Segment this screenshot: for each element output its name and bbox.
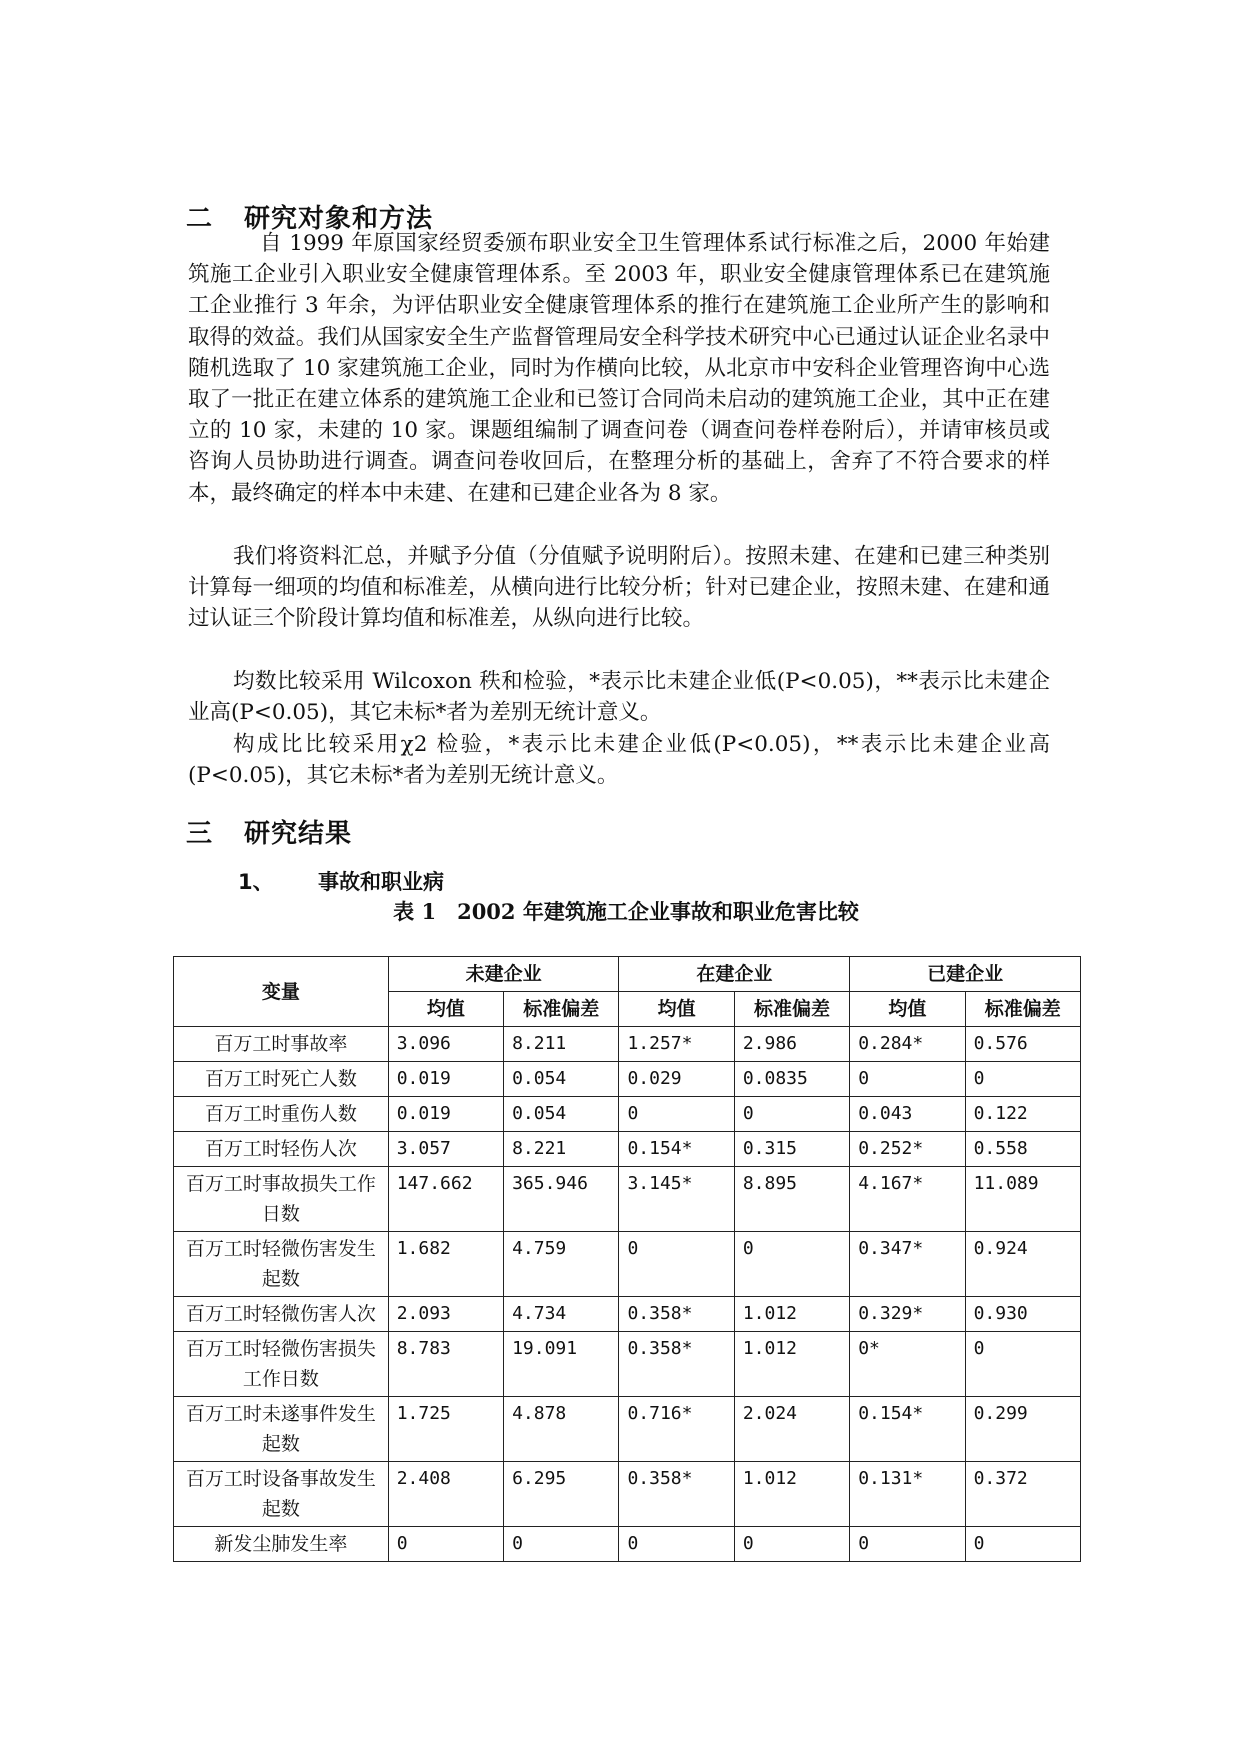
group-header: 已建企业 — [850, 957, 1081, 992]
value-cell: 0.0835 — [734, 1062, 849, 1097]
value-cell: 0 — [388, 1527, 503, 1562]
methods-paragraph-2 — [188, 541, 1050, 635]
table-row — [174, 1167, 1081, 1232]
row-label: 百万工时设备事故发生起数 — [174, 1462, 389, 1527]
subsection-title: 事故和职业病 — [318, 870, 444, 894]
row-label: 百万工时重伤人数 — [174, 1097, 389, 1132]
value-cell: 0.019 — [388, 1097, 503, 1132]
row-label: 百万工时轻微伤害损失工作日数 — [174, 1332, 389, 1397]
section-number: 二 — [186, 204, 214, 234]
value-cell: 0.930 — [965, 1297, 1080, 1332]
value-cell: 0.019 — [388, 1062, 503, 1097]
value-cell: 2.986 — [734, 1027, 849, 1062]
subsection-number: 1、 — [238, 870, 274, 894]
value-cell: 0.154* — [619, 1132, 734, 1167]
row-label: 百万工时死亡人数 — [174, 1062, 389, 1097]
value-cell: 0.358* — [619, 1297, 734, 1332]
value-cell: 8.783 — [388, 1332, 503, 1397]
subheader-cell: 均值 — [619, 992, 734, 1027]
paragraph-text: 均数比较采用 Wilcoxon 秩和检验，*表示比未建企业低(P<0.05)，**表示比未建企业高(P<0.05)，其它未标*者为差别无统计意义。 — [188, 669, 1050, 726]
value-cell: 1.257* — [619, 1027, 734, 1062]
value-cell: 3.057 — [388, 1132, 503, 1167]
accident-comparison-table — [173, 956, 1081, 1562]
table-row — [174, 1527, 1081, 1562]
value-cell: 3.145* — [619, 1167, 734, 1232]
value-cell: 365.946 — [504, 1167, 619, 1232]
row-label: 百万工时轻伤人次 — [174, 1132, 389, 1167]
value-cell: 8.895 — [734, 1167, 849, 1232]
value-cell: 0.054 — [504, 1097, 619, 1132]
subheader-cell: 均值 — [388, 992, 503, 1027]
value-cell: 0.131* — [850, 1462, 965, 1527]
table-row — [174, 1397, 1081, 1462]
subheader-cell: 均值 — [850, 992, 965, 1027]
value-cell: 0.358* — [619, 1462, 734, 1527]
value-cell: 0 — [850, 1527, 965, 1562]
table-row — [174, 1297, 1081, 1332]
row-label: 百万工时轻微伤害人次 — [174, 1297, 389, 1332]
table-title: 表 1 2002 年建筑施工企业事故和职业危害比较 — [393, 899, 859, 924]
value-cell: 1.012 — [734, 1297, 849, 1332]
table-row — [174, 1332, 1081, 1397]
subsection-heading — [238, 866, 444, 896]
value-cell: 0.315 — [734, 1132, 849, 1167]
row-label: 百万工时事故损失工作日数 — [174, 1167, 389, 1232]
row-label: 新发尘肺发生率 — [174, 1527, 389, 1562]
paragraph-text: 我们将资料汇总，并赋予分值（分值赋予说明附后）。按照未建、在建和已建三种类别计算每一细项的均值和标准差，从横向进行比较分析；针对已建企业，按照未建、在建和通过认证三个阶段计算均值和标准差，从纵向进行比较。 — [188, 544, 1050, 632]
value-cell: 0 — [850, 1062, 965, 1097]
value-cell: 0 — [734, 1527, 849, 1562]
value-cell: 0.372 — [965, 1462, 1080, 1527]
value-cell: 3.096 — [388, 1027, 503, 1062]
table-row — [174, 1232, 1081, 1297]
value-cell: 0 — [965, 1527, 1080, 1562]
value-cell: 4.734 — [504, 1297, 619, 1332]
value-cell: 0* — [850, 1332, 965, 1397]
subheader-cell: 标准偏差 — [965, 992, 1080, 1027]
value-cell: 8.211 — [504, 1027, 619, 1062]
value-cell: 1.682 — [388, 1232, 503, 1297]
row-label: 百万工时轻微伤害发生起数 — [174, 1232, 389, 1297]
value-cell: 0 — [619, 1097, 734, 1132]
value-cell: 2.024 — [734, 1397, 849, 1462]
paragraph-text: 构成比比较采用χ2 检验，*表示比未建企业低(P<0.05)，**表示比未建企业高(P<0.05)，其它未标*者为差别无统计意义。 — [188, 732, 1050, 789]
group-header: 未建企业 — [388, 957, 619, 992]
value-cell: 1.725 — [388, 1397, 503, 1462]
table-body — [174, 1027, 1081, 1562]
value-cell: 0.558 — [965, 1132, 1080, 1167]
value-cell: 0 — [619, 1232, 734, 1297]
value-cell: 0.716* — [619, 1397, 734, 1462]
value-cell: 0.122 — [965, 1097, 1080, 1132]
section-title: 研究对象和方法 — [244, 204, 434, 234]
value-cell: 0 — [734, 1232, 849, 1297]
value-cell: 11.089 — [965, 1167, 1080, 1232]
value-cell: 6.295 — [504, 1462, 619, 1527]
row-label: 百万工时未遂事件发生起数 — [174, 1397, 389, 1462]
methods-paragraph-1 — [188, 228, 1050, 509]
subheader-cell: 标准偏差 — [734, 992, 849, 1027]
value-cell: 0.284* — [850, 1027, 965, 1062]
value-cell: 1.012 — [734, 1332, 849, 1397]
table-row — [174, 1062, 1081, 1097]
value-cell: 0.043 — [850, 1097, 965, 1132]
value-cell: 0.358* — [619, 1332, 734, 1397]
value-cell: 0.924 — [965, 1232, 1080, 1297]
value-cell: 8.221 — [504, 1132, 619, 1167]
methods-paragraph-3 — [188, 666, 1050, 728]
methods-paragraph-4 — [188, 729, 1050, 791]
section-heading-results — [186, 813, 352, 850]
value-cell: 0.252* — [850, 1132, 965, 1167]
value-cell: 0 — [734, 1097, 849, 1132]
table-header-row — [174, 957, 1081, 992]
value-cell: 0 — [965, 1062, 1080, 1097]
value-cell: 147.662 — [388, 1167, 503, 1232]
table-row — [174, 1027, 1081, 1062]
row-label: 百万工时事故率 — [174, 1027, 389, 1062]
table-row — [174, 1097, 1081, 1132]
table-row — [174, 1462, 1081, 1527]
group-header: 在建企业 — [619, 957, 850, 992]
subheader-cell: 标准偏差 — [504, 992, 619, 1027]
value-cell: 0.299 — [965, 1397, 1080, 1462]
value-cell: 0 — [504, 1527, 619, 1562]
value-cell: 4.878 — [504, 1397, 619, 1462]
value-cell: 0 — [619, 1527, 734, 1562]
section-title: 研究结果 — [244, 819, 353, 849]
value-cell: 2.408 — [388, 1462, 503, 1527]
value-cell: 0.329* — [850, 1297, 965, 1332]
value-cell: 0.054 — [504, 1062, 619, 1097]
variable-header: 变量 — [174, 957, 389, 1027]
value-cell: 0.347* — [850, 1232, 965, 1297]
section-number: 三 — [186, 819, 214, 849]
value-cell: 0.029 — [619, 1062, 734, 1097]
value-cell: 4.167* — [850, 1167, 965, 1232]
paragraph-text: 自 1999 年原国家经贸委颁布职业安全卫生管理体系试行标准之后，2000 年始建筑施工企业引入职业安全健康管理体系。至 2003 年，职业安全健康管理体系已在建筑施工企业推行 3 年余，为评估职业安全健康管理体系的推行在建筑施工企业所产生的影响和取得的效益。我们从国家安全生产监督管理局安全科学技术研究中心已通过认证企业名录中随机选取了 10 家建筑施工企业，同时为作横向比较，从北京市中安科企业管理咨询中心选取了一批正在建立体系的建筑施工企业和已签订合同尚未启动的建筑施工企业，其中正在建立的 10 家，未建的 10 家。课题组编制了调查问卷（调查问卷样卷附后），并请审核员或咨询人员协助进行调查。调查问卷收回后，在整理分析的基础上，舍弃了不符合要求的样本，最终确定的样本中未建、在建和已建企业各为 8 家。 — [188, 231, 1050, 506]
value-cell: 0.576 — [965, 1027, 1080, 1062]
value-cell: 2.093 — [388, 1297, 503, 1332]
value-cell: 19.091 — [504, 1332, 619, 1397]
value-cell: 4.759 — [504, 1232, 619, 1297]
value-cell: 1.012 — [734, 1462, 849, 1527]
value-cell: 0 — [965, 1332, 1080, 1397]
table-row — [174, 1132, 1081, 1167]
value-cell: 0.154* — [850, 1397, 965, 1462]
